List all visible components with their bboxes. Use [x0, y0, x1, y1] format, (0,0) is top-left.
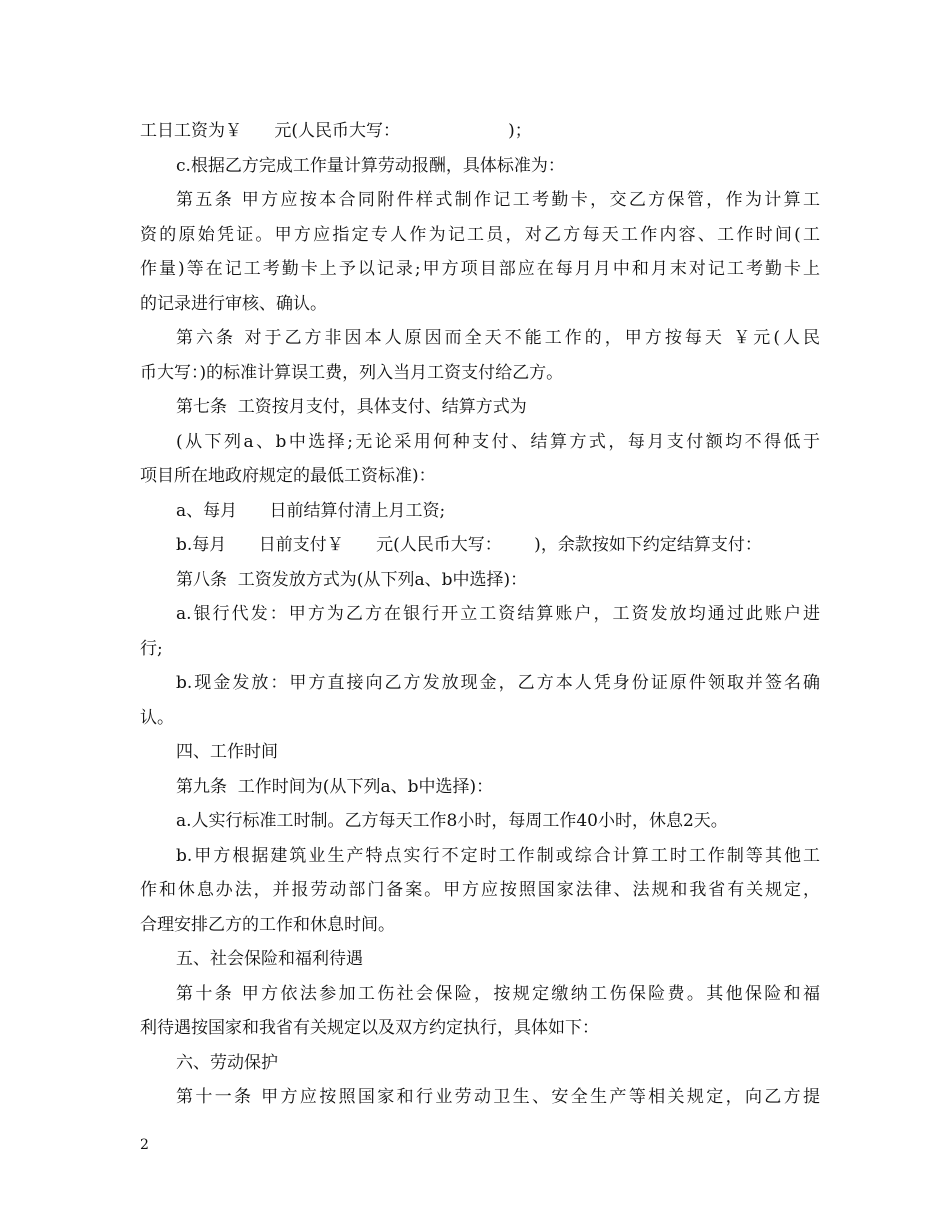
document-line: 的记录进行审核、确认。 [140, 293, 327, 314]
document-line: 行; [140, 638, 163, 659]
document-line: (从下列a、b中选择;无论采用何种支付、结算方式，每月支付额均不得低于 [176, 431, 820, 452]
document-line: 第七条 工资按月支付，具体支付、结算方式为 [176, 397, 527, 417]
document-line: a、每月 日前结算付清上月工资; [176, 500, 446, 521]
document-line: 作量)等在记工考勤卡上予以记录;甲方项目部应在每月月中和月末对记工考勤卡上 [140, 259, 820, 279]
document-line: b.甲方根据建筑业生产特点实行不定时工作制或综合计算工时工作制等其他工 [176, 845, 820, 866]
document-line: 认。 [140, 707, 174, 728]
document-line: a.银行代发：甲方为乙方在银行开立工资结算账户，工资发放均通过此账户进 [176, 604, 820, 624]
document-line: 币大写：)的标准计算误工费，列入当月工资支付给乙方。 [140, 362, 564, 383]
document-line: 四、工作时间 [176, 742, 278, 762]
document-line: a.人实行标准工时制。乙方每天工作8小时，每周工作40小时，休息2天。 [176, 811, 728, 831]
document-line: c.根据乙方完成工作量计算劳动报酬，具体标准为： [176, 155, 565, 176]
document-line: 第十一条 甲方应按照国家和行业劳动卫生、安全生产等相关规定，向乙方提 [176, 1087, 820, 1107]
document-line: 六、劳动保护 [176, 1052, 278, 1073]
document-body [140, 114, 820, 1115]
document-line: 第八条 工资发放方式为(从下列a、b中选择)： [176, 569, 528, 590]
document-line: 工日工资为￥ 元(人民币大写： )； [140, 121, 532, 141]
document-line: 五、社会保险和福利待遇 [176, 949, 363, 969]
document-line: 项目所在地政府规定的最低工资标准)： [140, 466, 436, 486]
document-line: 第六条 对于乙方非因本人原因而全天不能工作的，甲方按每天 ￥元(人民 [176, 328, 820, 348]
document-line: 资的原始凭证。甲方应指定专人作为记工员，对乙方每天工作内容、工作时间(工 [140, 224, 820, 245]
document-line: 第九条 工作时间为(从下列a、b中选择)： [176, 776, 494, 797]
document-line: b.现金发放：甲方直接向乙方发放现金，乙方本人凭身份证原件领取并签名确 [176, 673, 820, 693]
document-line: 利待遇按国家和我省有关规定以及双方约定执行，具体如下： [140, 1018, 599, 1038]
document-line: 第五条 甲方应按本合同附件样式制作记工考勤卡，交乙方保管，作为计算工 [176, 190, 820, 210]
document-line: b.每月 日前支付￥ 元(人民币大写： )，余款按如下约定结算支付： [176, 535, 762, 555]
document-line: 作和休息办法，并报劳动部门备案。甲方应按照国家法律、法规和我省有关规定， [140, 880, 820, 900]
document-line: 第十条 甲方依法参加工伤社会保险，按规定缴纳工伤保险费。其他保险和福 [176, 983, 820, 1004]
page-number: 2 [140, 1137, 149, 1153]
document-line: 合理安排乙方的工作和休息时间。 [140, 914, 395, 935]
